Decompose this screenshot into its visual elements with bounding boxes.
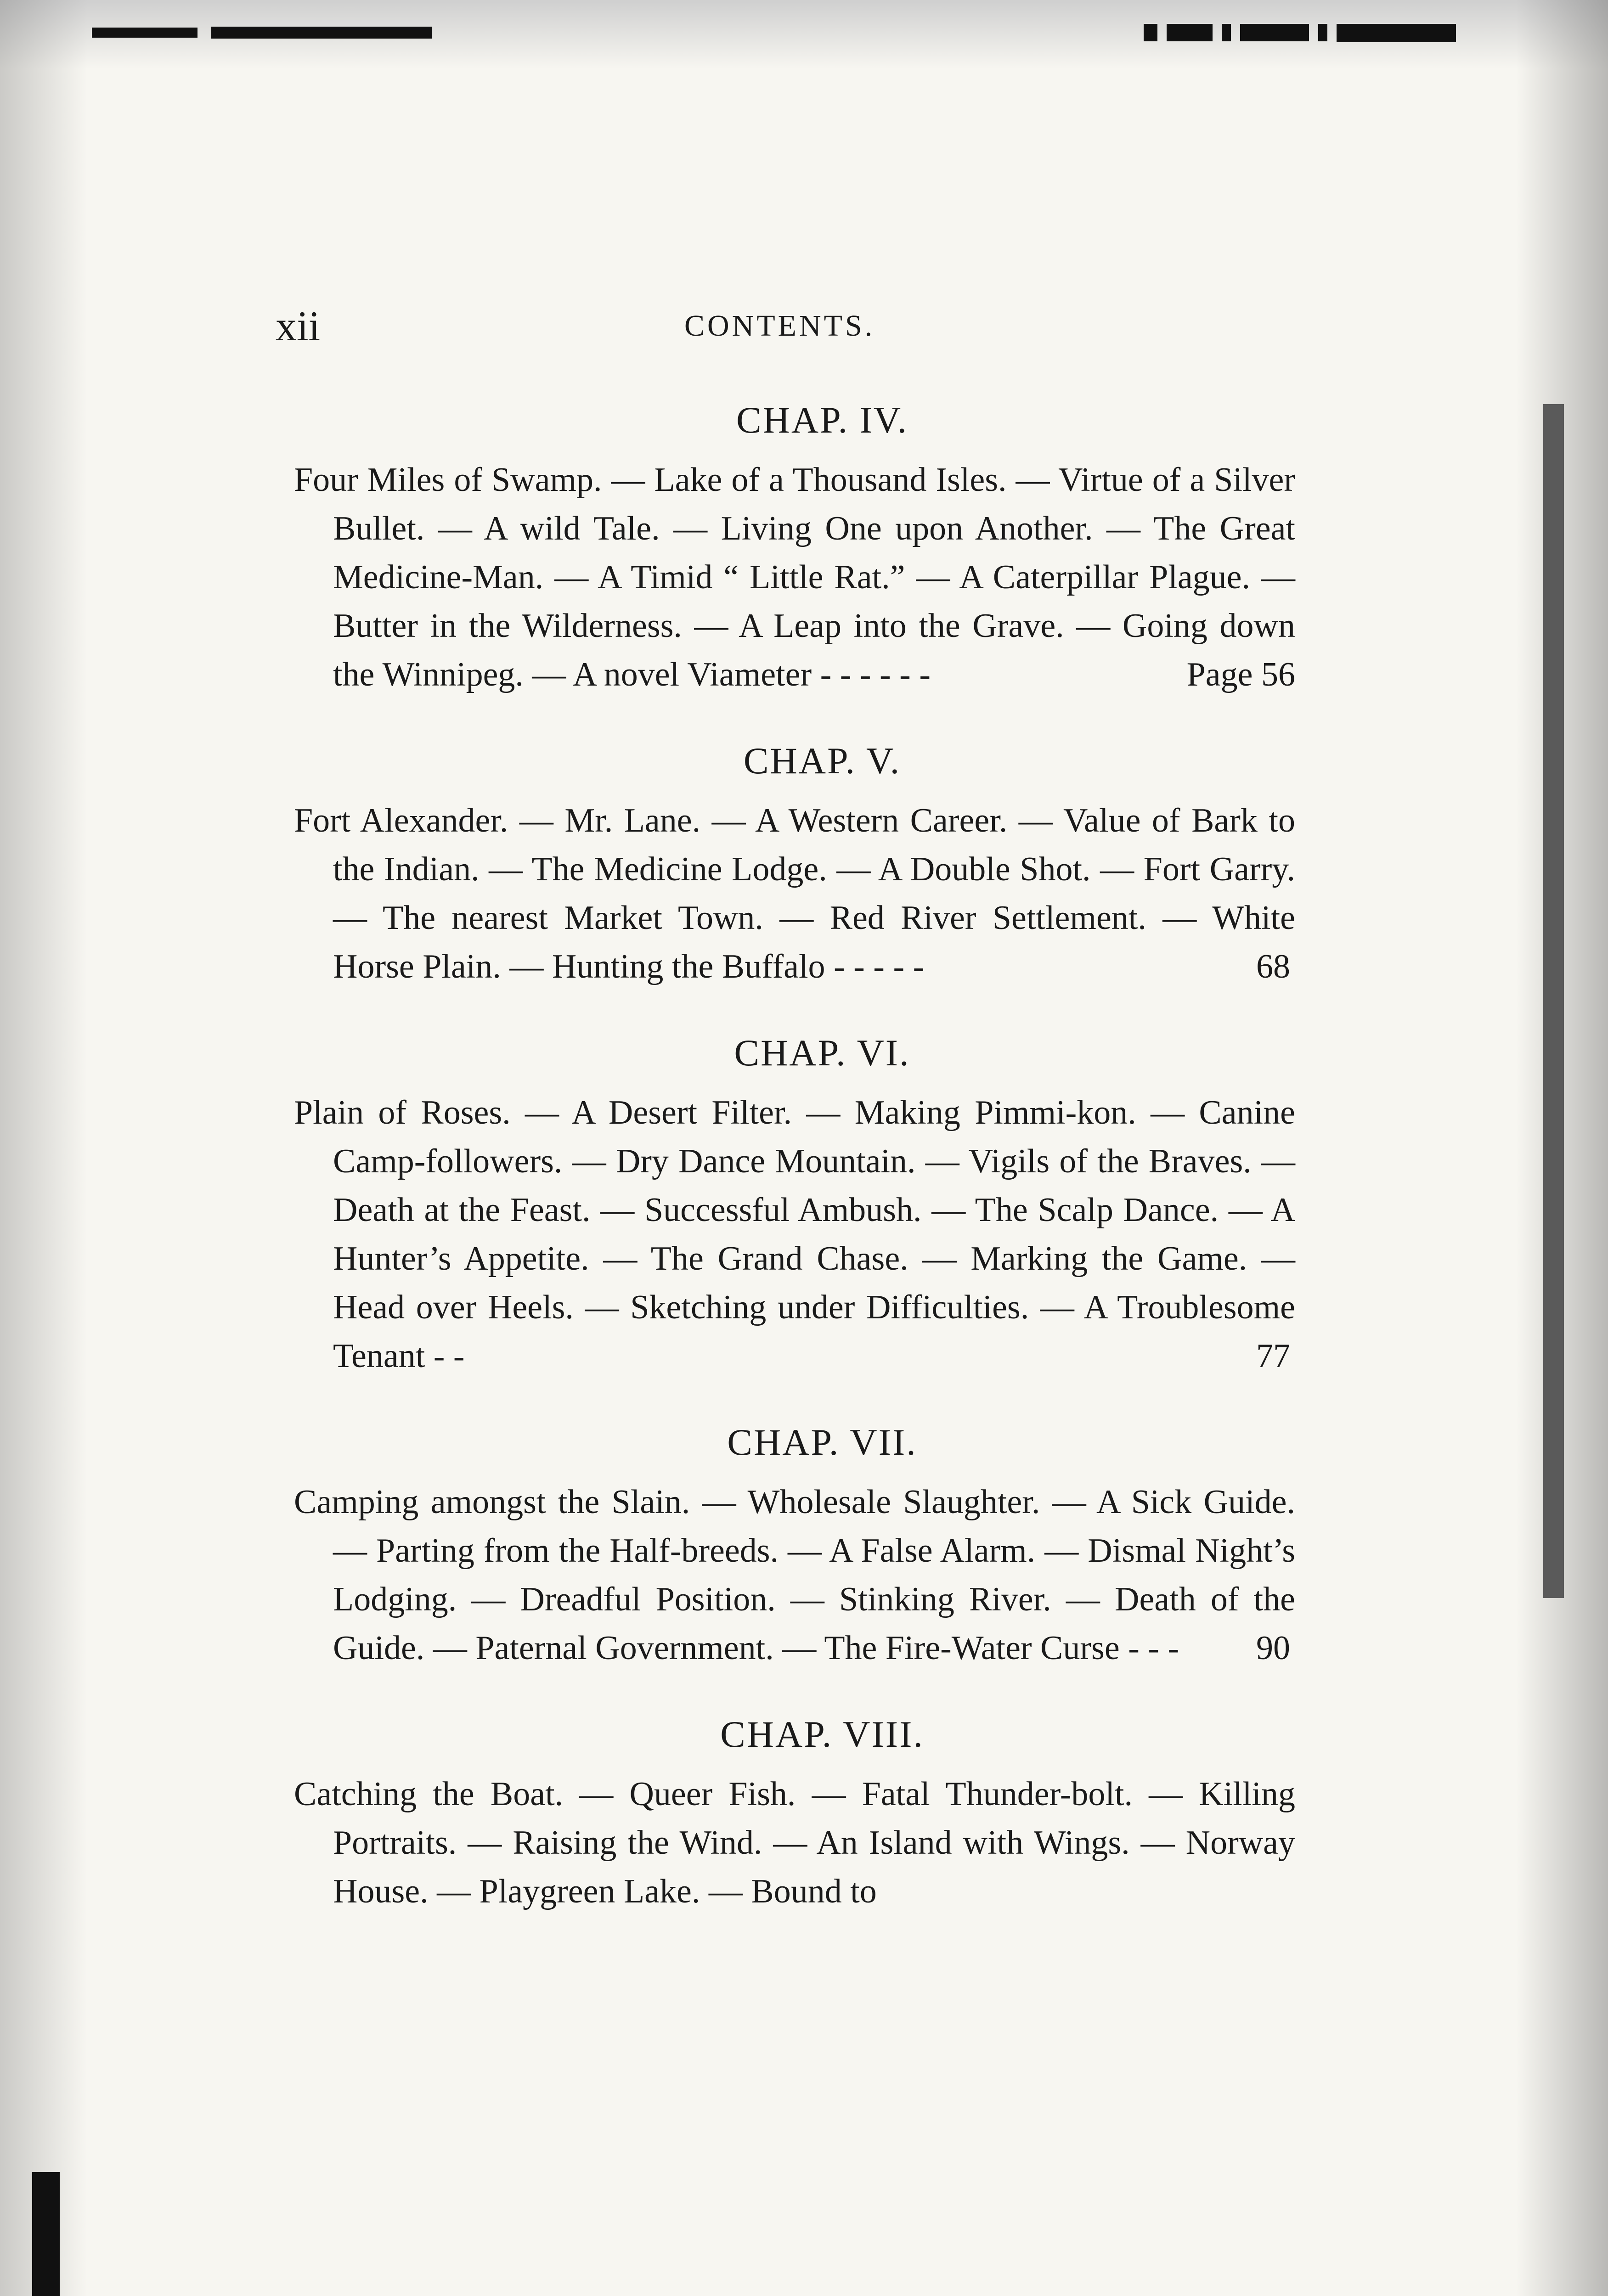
chapter-title: CHAP. VIII. <box>720 1713 924 1755</box>
summary-text: Four Miles of Swamp. — Lake of a Thousand Isles. — Virtue of a Silver Bullet. — A wild Tale. — Living One upon Another. — The Great Medicine-Man. — A Timid “ Little Rat.” — A Caterpillar Plague. — Butter in the Wilderness. — A Leap into the Grave. — Going down the Winnipeg. — A novel Viameter - - - - - - <box>294 461 1295 693</box>
chapter-title: CHAP. V. <box>743 740 901 782</box>
chapter-summary <box>294 456 1295 699</box>
summary-text: Camping amongst the Slain. — Wholesale Slaughter. — A Sick Guide. — Parting from the Half-breeds. — A False Alarm. — Dismal Night’s Lodging. — Dreadful Position. — Stinking River. — Death of the Guide. — Paternal Government. — The Fire-Water Curse - - - <box>294 1483 1295 1667</box>
chapter-summary: Plain of Roses. — A Desert Filter. — Making Pimmi-kon. — Canine Camp-followers. — Dry Dance Mountain. — Vigils of the Braves. — Death at the Feast. — Successful Ambush. — The Scalp Dance. — A Hunter’s Appetite. — The Grand Chase. — Marking the Game. — Head over Heels. — Sketching under Difficulties. — A Troublesome Tenant - - 77 <box>294 1094 1295 1375</box>
summary-text: Plain of Roses. — A Desert Filter. — Making Pimmi-kon. — Canine Camp-followers. — Dry Dance Mountain. — Vigils of the Braves. — Death at the Feast. — Successful Ambush. — The Scalp Dance. — A Hunter’s Appetite. — The Grand Chase. — Marking the Game. — Head over Heels. — Sketching under Difficulties. — A Troublesome Tenant - - <box>294 1094 1295 1375</box>
chapter-title: CHAP. IV. <box>736 399 908 441</box>
summary-text: Catching the Boat. — Queer Fish. — Fatal Thunder-bolt. — Killing Portraits. — Raising the Wind. — An Island with Wings. — Norway House. — Playgreen Lake. — Bound to <box>294 1775 1295 1910</box>
chapter-entry <box>294 736 1295 991</box>
chapter-entry <box>294 395 1295 699</box>
page-folio: xii <box>276 303 321 349</box>
contents-list <box>294 395 1295 1953</box>
chapter-title: CHAP. VI. <box>734 1032 910 1074</box>
chapter-entry <box>294 1028 1295 1380</box>
chapter-entry <box>294 1417 1295 1672</box>
page-header <box>0 294 1608 358</box>
chapter-summary: Camping amongst the Slain. — Wholesale Slaughter. — A Sick Guide. — Parting from the Half-breeds. — A False Alarm. — Dismal Night’s Lodging. — Dreadful Position. — Stinking River. — Death of the Guide. — Paternal Government. — The Fire-Water Curse - - - 90 <box>294 1483 1295 1667</box>
chapter-summary: Fort Alexander. — Mr. Lane. — A Western Career. — Value of Bark to the Indian. — The Medicine Lodge. — A Double Shot. — Fort Garry. — The nearest Market Town. — Red River Settlement. — White Horse Plain. — Hunting the Buffalo - - - - - 68 <box>294 802 1295 985</box>
page-number: Page 56 <box>1186 656 1295 693</box>
chapter-entry <box>294 1709 1295 1916</box>
chapter-title: CHAP. VII. <box>727 1421 917 1463</box>
summary-text: Fort Alexander. — Mr. Lane. — A Western Career. — Value of Bark to the Indian. — The Medicine Lodge. — A Double Shot. — Fort Garry. — The nearest Market Town. — Red River Settlement. — White Horse Plain. — Hunting the Buffalo - - - - - <box>294 802 1295 985</box>
running-head: CONTENTS. <box>684 309 875 343</box>
chapter-summary <box>294 1770 1295 1916</box>
